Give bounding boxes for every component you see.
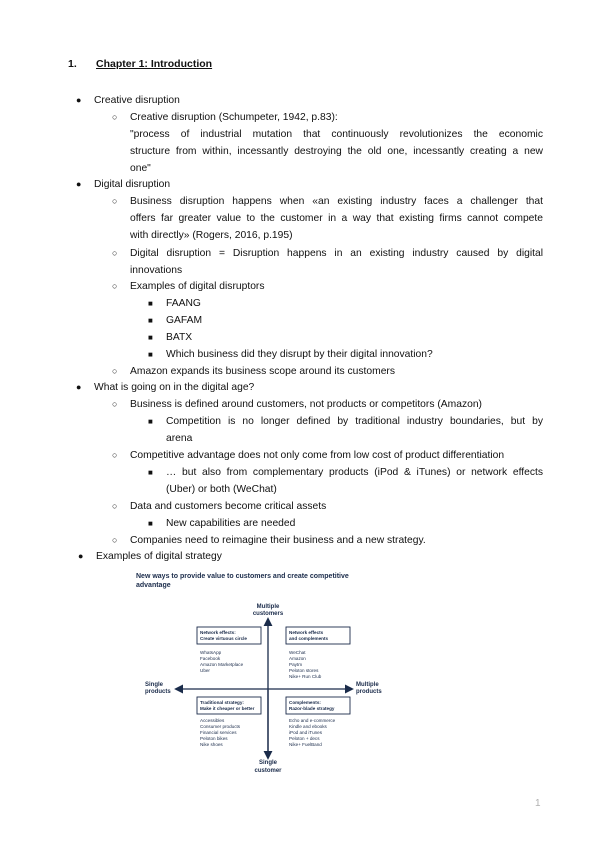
- reimagine-item: Companies need to reimagine their business and a new strategy.: [130, 535, 426, 546]
- bullet-dot: ●: [76, 179, 82, 189]
- digital-disruption-item: Digital disruption: [94, 179, 171, 190]
- list-item: Accessibles: [200, 718, 225, 723]
- quote-line-3: one": [130, 163, 151, 174]
- chapter-number: 1.: [68, 58, 77, 70]
- list-item: Consumer products: [200, 724, 241, 729]
- bullet-square: ■: [148, 333, 153, 342]
- axis-left-label-2: products: [145, 689, 171, 695]
- bullet-circle: ○: [112, 196, 118, 206]
- axis-left-label-1: Single: [145, 682, 164, 688]
- bullet-circle: ○: [112, 501, 118, 511]
- quadrant-bl-title-1: Traditional strategy:: [200, 700, 244, 705]
- quadrant-tl-title-2: Create virtuous circle: [200, 636, 247, 641]
- quadrant-br-title-1: Complements:: [289, 700, 321, 705]
- list-item: Peloton stores: [289, 668, 319, 673]
- page-number: 1: [535, 798, 541, 809]
- bullet-circle: ○: [112, 450, 118, 460]
- chapter-title: Chapter 1: Introduction: [96, 58, 213, 70]
- quadrant-br-title-2: Razor-blade strategy: [289, 706, 335, 711]
- business-defined-item: Business is defined around customers, not products or competitors (Amazon): [130, 399, 482, 410]
- quadrant-tl-title-1: Network effects:: [200, 630, 236, 635]
- bullet-square: ■: [148, 316, 153, 325]
- list-item: Nike+ FuelBand: [289, 742, 322, 747]
- digital-disruption-def-line-1: Digital disruption = Disruption happens in an existing industry caused by digital: [130, 248, 543, 259]
- list-item: Which business did they disrupt by their digital innovation?: [166, 349, 433, 360]
- axis-top-label-1: Multiple: [256, 604, 280, 610]
- list-item: BATX: [166, 332, 193, 343]
- list-item: WhatsApp: [200, 650, 222, 655]
- bullet-square: ■: [148, 299, 153, 308]
- bullet-square: ■: [148, 468, 153, 477]
- creative-disruption-item: Creative disruption: [94, 95, 180, 106]
- business-disruption-line-3: with directly» (Rogers, 2016, p.195): [130, 230, 293, 241]
- complementary-line-1: … but also from complementary products (iPod & iTunes) or network effects: [166, 467, 543, 478]
- list-item: Nike+ Run Club: [289, 674, 322, 679]
- quadrant-tr-title-2: and complements: [289, 636, 329, 641]
- bullet-square: ■: [148, 350, 153, 359]
- digital-disruption-def-line-2: innovations: [130, 265, 183, 276]
- list-item: WeChat: [289, 650, 306, 655]
- examples-disruptors: Examples of digital disruptors: [130, 281, 265, 292]
- bullet-circle: ○: [112, 399, 118, 409]
- figure-title-line-1: New ways to provide value to customers and create competitive: [136, 573, 349, 580]
- list-item: Kindle and ebooks: [289, 724, 327, 729]
- competition-line-1: Competition is no longer defined by traditional industry boundaries, but by: [166, 416, 543, 427]
- list-item: Financial services: [200, 730, 237, 735]
- quote-line-1: "process of industrial mutation that continuously revolutionizes the economic: [130, 129, 543, 140]
- bullet-dot: ●: [76, 382, 82, 392]
- bullet-square: ■: [148, 417, 153, 426]
- list-item: Amazon: [289, 656, 306, 661]
- bullet-dot: ●: [76, 95, 82, 105]
- list-item: FAANG: [166, 298, 201, 309]
- bullet-circle: ○: [112, 281, 118, 291]
- quote-line-2: structure from within, incessantly destroying the old one, incessantly creating a new: [130, 146, 543, 157]
- list-item: Amazon Marketplace: [200, 662, 244, 667]
- quadrant-tr-title-1: Network effects: [289, 630, 324, 635]
- competitive-advantage-item: Competitive advantage does not only come from low cost of product differentiation: [130, 450, 505, 461]
- list-item: Paytm: [289, 662, 303, 667]
- axis-right-label-1: Multiple: [356, 682, 379, 688]
- data-customers-item: Data and customers become critical assets: [130, 501, 327, 512]
- complementary-line-2: (Uber) or both (WeChat): [166, 484, 277, 495]
- list-item: Facebook: [200, 656, 221, 661]
- bullet-circle: ○: [112, 248, 118, 258]
- bullet-circle: ○: [112, 535, 118, 545]
- business-disruption-line-2: offers far greater value to the customer in a way that existing firms cannot compete: [130, 213, 543, 224]
- axis-top-label-2: customers: [252, 611, 284, 617]
- bullet-circle: ○: [112, 366, 118, 376]
- axis-bottom-label-1: Single: [258, 760, 278, 766]
- competition-line-2: arena: [166, 433, 193, 444]
- figure-title-line-2: advantage: [136, 582, 171, 589]
- list-item: Nike shoes: [200, 742, 223, 747]
- list-item: Peloton bikes: [200, 736, 228, 741]
- list-item: iPod and iTunes: [289, 730, 323, 735]
- bullet-circle: ○: [112, 112, 118, 122]
- capabilities-item: New capabilities are needed: [166, 518, 296, 529]
- bullet-square: ■: [148, 519, 153, 528]
- axis-right-label-2: products: [356, 689, 382, 695]
- business-disruption-line-1: Business disruption happens when «an existing industry faces a challenger that: [130, 196, 543, 207]
- bullet-dot: ●: [78, 551, 84, 561]
- digital-strategy-item: Examples of digital strategy: [96, 551, 222, 562]
- digital-age-item: What is going on in the digital age?: [94, 382, 255, 393]
- list-item: Peloton + decs: [289, 736, 320, 741]
- quadrant-bl-title-2: Make it cheaper or better: [200, 706, 255, 711]
- amazon-scope-item: Amazon expands its business scope around its customers: [130, 366, 395, 377]
- list-item: Echo and e-commerce: [289, 718, 336, 723]
- list-item: Uber: [200, 668, 210, 673]
- axis-bottom-label-2: customer: [254, 768, 282, 774]
- schumpeter-citation: Creative disruption (Schumpeter, 1942, p.83):: [130, 112, 338, 123]
- list-item: GAFAM: [166, 315, 203, 326]
